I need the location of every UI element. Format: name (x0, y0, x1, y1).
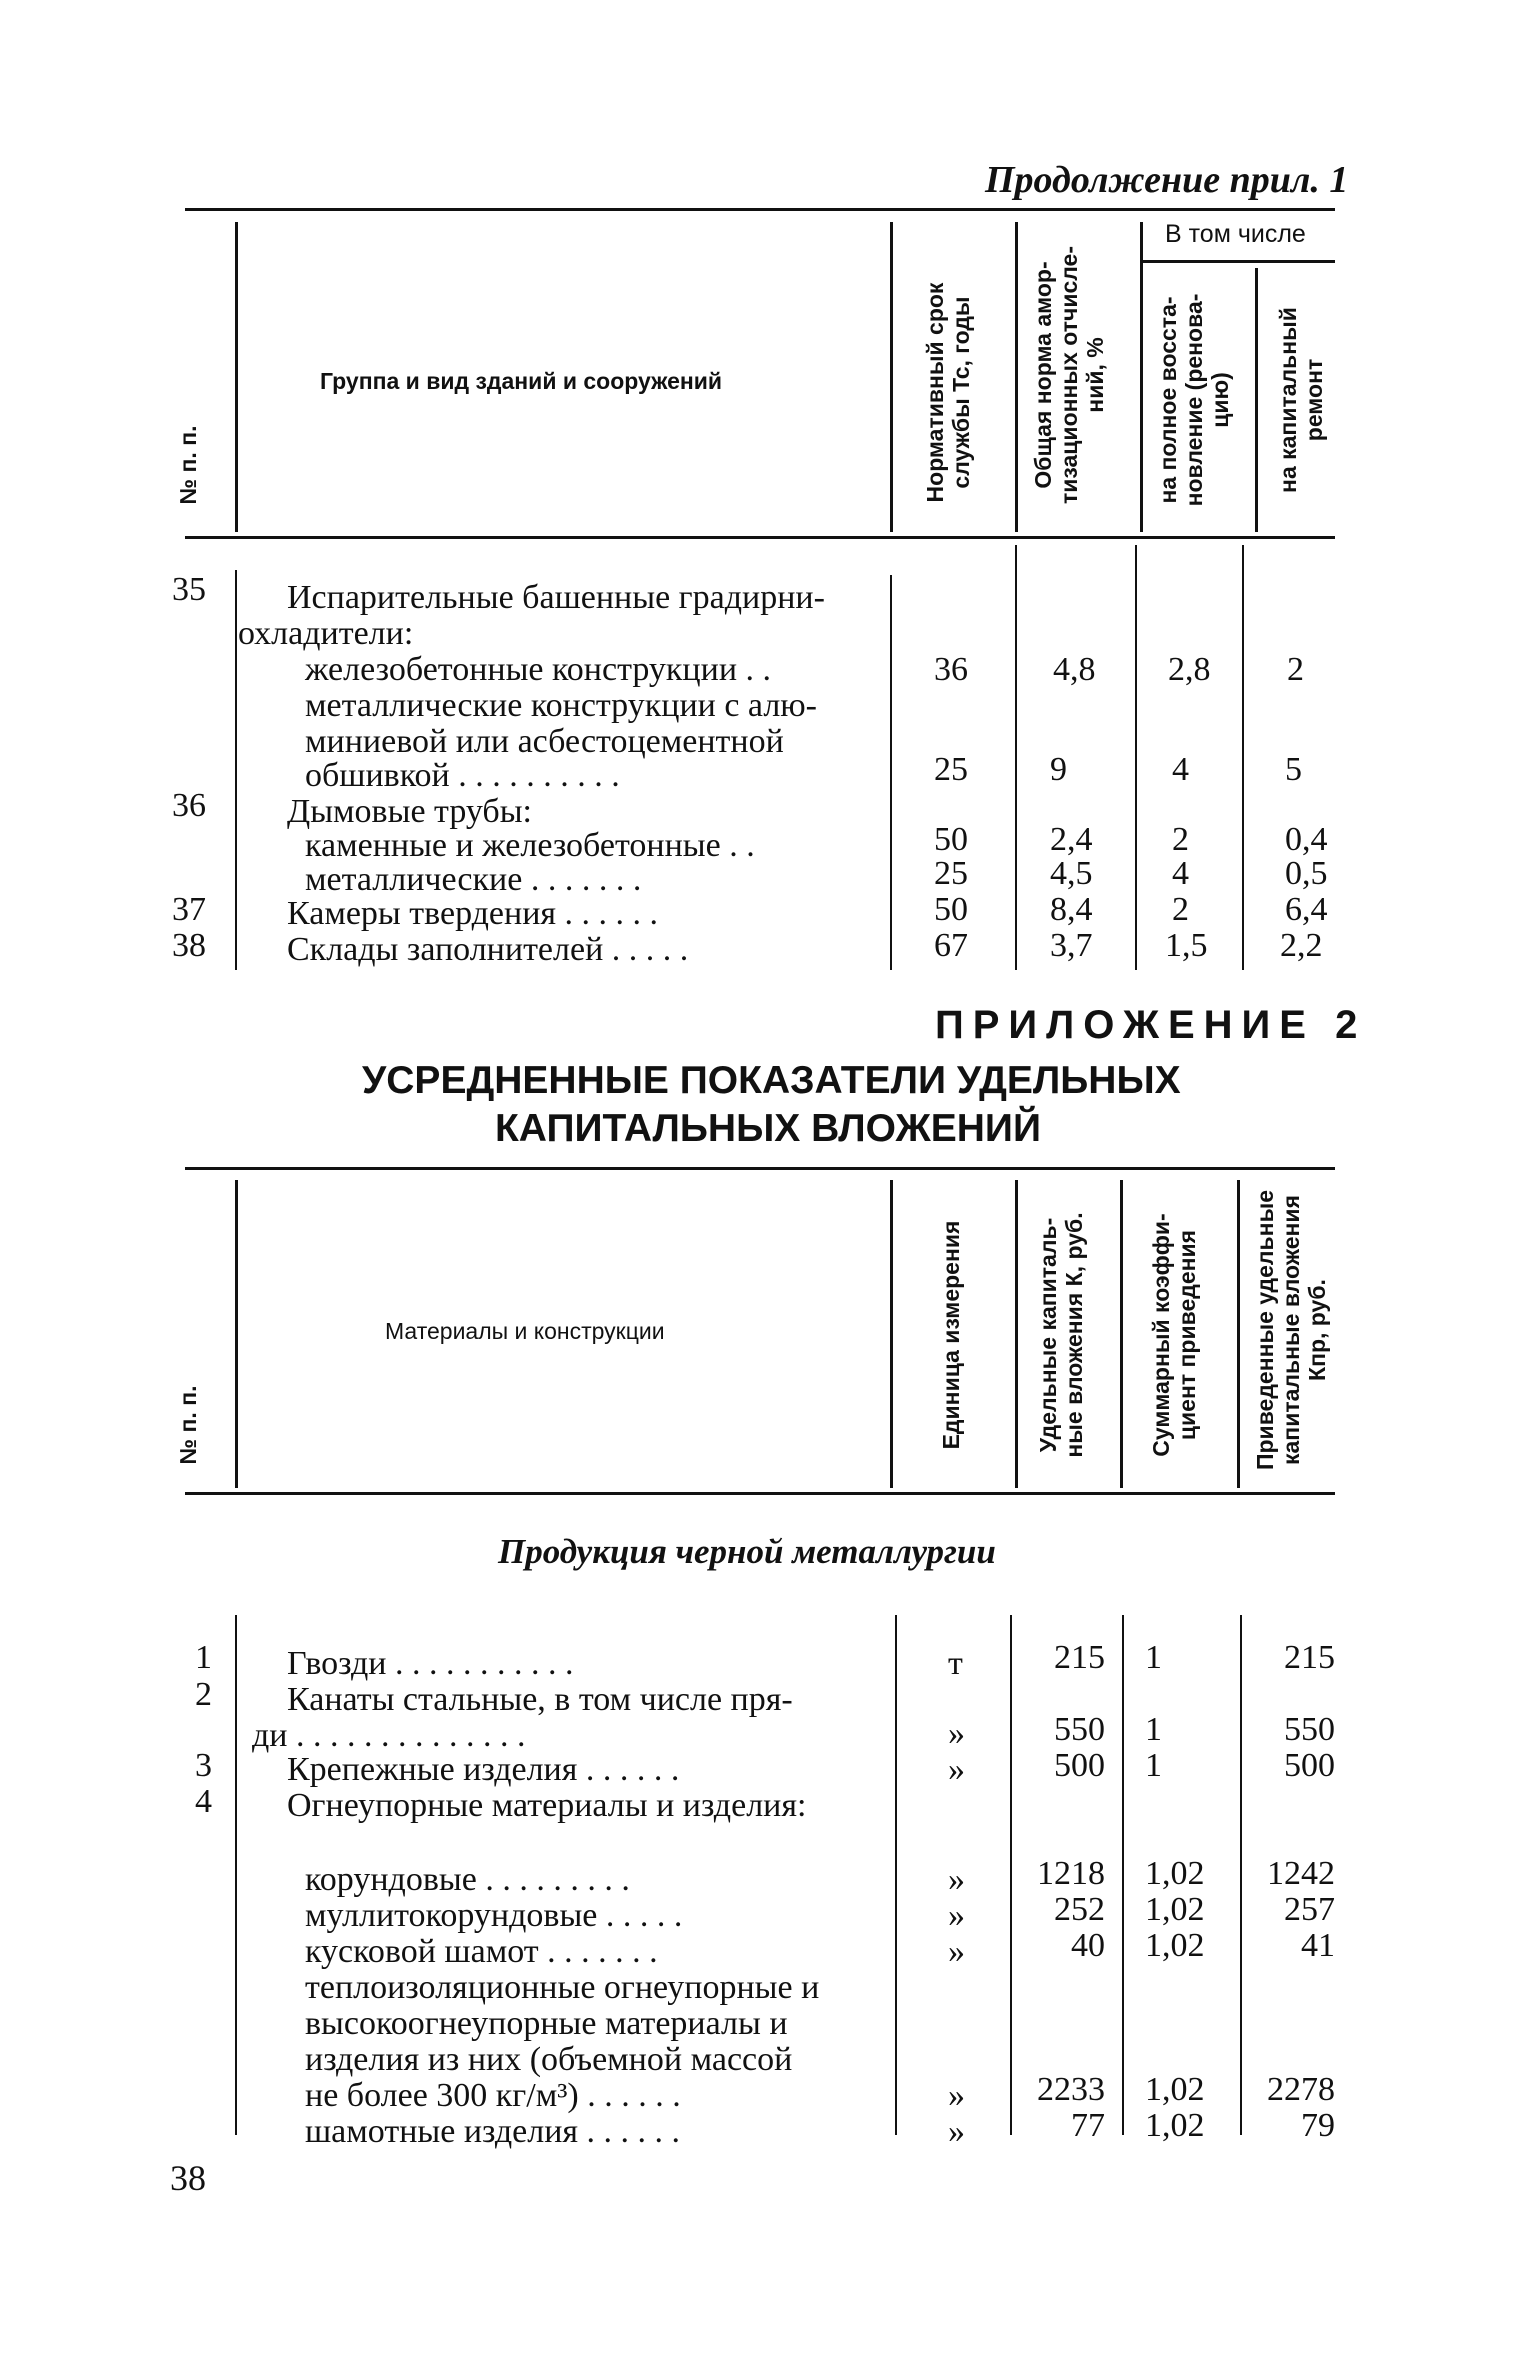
cell-renov: 1,5 (1165, 927, 1208, 964)
row-number: 36 (172, 787, 206, 824)
cell-renov: 4 (1172, 751, 1189, 788)
table1-col-divider (890, 222, 893, 532)
table2-col-divider (1120, 1180, 1123, 1488)
cell-coef: 1 (1145, 1747, 1162, 1784)
row-text: Дымовые трубы: (287, 793, 533, 830)
cell-kpr: 2278 (1267, 2071, 1335, 2108)
appendix-title-line1: УСРЕДНЕННЫЕ ПОКАЗАТЕЛИ УДЕЛЬНЫХ (362, 1059, 1181, 1102)
table1-col-num-header: № п. п. (175, 425, 201, 505)
cell-total: 4,5 (1050, 855, 1093, 892)
table2-body-divider (235, 1615, 237, 2135)
appendix-title-line2: КАПИТАЛЬНЫХ ВЛОЖЕНИЙ (495, 1107, 1041, 1150)
row-text: изделия из них (объемной массой (305, 2041, 793, 2078)
row-number: 35 (172, 571, 206, 608)
cell-repair: 6,4 (1285, 891, 1328, 928)
cell-kpr: 215 (1284, 1639, 1335, 1676)
row-number: 37 (172, 891, 206, 928)
table1-col-term-header: Нормативный срок службы Тс, годы (922, 282, 974, 503)
row-text: кусковой шамот . . . . . . . (305, 1933, 658, 1970)
cell-unit: » (948, 2077, 965, 2114)
cell-term: 36 (934, 651, 968, 688)
table1-header-rule (185, 536, 1335, 539)
table1-body-divider (1015, 545, 1017, 970)
cell-k: 550 (1054, 1711, 1105, 1748)
row-text: охладители: (238, 615, 414, 652)
table2-top-rule (185, 1167, 1335, 1170)
cell-coef: 1 (1145, 1639, 1162, 1676)
table1-body-divider (235, 570, 237, 970)
table2-header-rule (185, 1492, 1335, 1495)
cell-repair: 0,4 (1285, 821, 1328, 858)
section-title: Продукция черной металлургии (498, 1532, 996, 1571)
cell-coef: 1,02 (1145, 1855, 1205, 1892)
cell-k: 40 (1071, 1927, 1105, 1964)
cell-kpr: 500 (1284, 1747, 1335, 1784)
cell-total: 8,4 (1050, 891, 1093, 928)
row-text: Камеры твердения . . . . . . (287, 895, 659, 932)
table1-top-rule (185, 208, 1335, 211)
cell-k: 215 (1054, 1639, 1105, 1676)
cell-repair: 0,5 (1285, 855, 1328, 892)
row-text: металлические . . . . . . . (305, 861, 642, 898)
cell-renov: 2 (1172, 821, 1189, 858)
cell-renov: 4 (1172, 855, 1189, 892)
row-number: 1 (195, 1639, 212, 1676)
row-text: корундовые . . . . . . . . . (305, 1861, 630, 1898)
table2-col-num-header: № п. п. (175, 1385, 201, 1465)
row-text: обшивкой . . . . . . . . . . (305, 757, 620, 794)
appendix-label: ПРИЛОЖЕНИЕ 2 (935, 1003, 1367, 1047)
cell-k: 77 (1071, 2107, 1105, 2144)
cell-kpr: 1242 (1267, 1855, 1335, 1892)
row-text: муллитокорундовые . . . . . (305, 1897, 683, 1934)
cell-term: 25 (934, 855, 968, 892)
cell-kpr: 41 (1301, 1927, 1335, 1964)
row-number: 3 (195, 1747, 212, 1784)
cell-unit: » (948, 1715, 965, 1752)
table1-col-renov-header: на полное восста- новление (ренова- цию) (1155, 293, 1233, 507)
table2-col-specific-header: Удельные капиталь- ные вложения К, руб. (1035, 1212, 1087, 1458)
table2-col-divider (1237, 1180, 1240, 1488)
cell-renov: 2 (1172, 891, 1189, 928)
cell-total: 2,4 (1050, 821, 1093, 858)
cell-total: 3,7 (1050, 927, 1093, 964)
table2-col-reduced-header: Приведенные удельные капитальные вложения Кпр, руб. (1252, 1189, 1330, 1471)
table2-body-divider (1122, 1615, 1124, 2135)
row-text: металлические конструкции с алю- (305, 687, 818, 724)
continuation-label: Продолжение прил. 1 (985, 159, 1349, 201)
table2-col-divider (1015, 1180, 1018, 1488)
cell-unit: т (948, 1645, 963, 1682)
cell-coef: 1,02 (1145, 1891, 1205, 1928)
cell-term: 25 (934, 751, 968, 788)
table1-body-divider (1135, 545, 1137, 970)
table2-body-divider (895, 1615, 897, 2135)
row-text: не более 300 кг/м³) . . . . . . (305, 2077, 681, 2114)
table1-col-group-header: Группа и вид зданий и сооружений (320, 368, 723, 394)
table2-col-divider (890, 1180, 893, 1488)
table2-body-divider (1240, 1615, 1242, 2135)
row-number: 38 (172, 927, 206, 964)
table1-body-divider (890, 575, 892, 970)
cell-repair: 2 (1287, 651, 1304, 688)
table2-col-coef-header: Суммарный коэффи- циент приведения (1148, 1213, 1200, 1457)
cell-coef: 1,02 (1145, 2071, 1205, 2108)
row-text: Огнеупорные материалы и изделия: (287, 1787, 807, 1824)
cell-unit: » (948, 1897, 965, 1934)
page-number: 38 (170, 2158, 206, 2198)
table2-col-divider (235, 1180, 238, 1488)
row-text: каменные и железобетонные . . (305, 827, 755, 864)
table1-col-total-header: Общая норма амор- тизационных отчисле- ний, % (1030, 245, 1108, 505)
table1-col-incl-header: В том числе (1165, 220, 1306, 248)
cell-kpr: 257 (1284, 1891, 1335, 1928)
row-text: ди . . . . . . . . . . . . . . (252, 1717, 526, 1754)
cell-total: 9 (1050, 751, 1067, 788)
table2-col-material-header: Материалы и конструкции (385, 1318, 665, 1344)
cell-unit: » (948, 1933, 965, 1970)
row-text: теплоизоляционные огнеупорные и (305, 1969, 820, 2006)
row-text: железобетонные конструкции . . (305, 651, 772, 688)
cell-unit: » (948, 1861, 965, 1898)
cell-k: 252 (1054, 1891, 1105, 1928)
table1-body-divider (1242, 545, 1244, 970)
row-text: шамотные изделия . . . . . . (305, 2113, 681, 2150)
table1-subheader-rule (1140, 260, 1335, 263)
table1-col-divider (235, 222, 238, 532)
row-text: Склады заполнителей . . . . . (287, 931, 689, 968)
table1-col-divider (1255, 268, 1258, 532)
cell-total: 4,8 (1053, 651, 1096, 688)
row-text: Испарительные башенные градирни- (287, 579, 825, 616)
row-text: миниевой или асбестоцементной (305, 723, 784, 760)
cell-kpr: 550 (1284, 1711, 1335, 1748)
cell-unit: » (948, 1751, 965, 1788)
cell-unit: » (948, 2113, 965, 2150)
cell-k: 2233 (1037, 2071, 1105, 2108)
cell-term: 67 (934, 927, 968, 964)
cell-k: 1218 (1037, 1855, 1105, 1892)
cell-repair: 2,2 (1280, 927, 1323, 964)
cell-renov: 2,8 (1168, 651, 1211, 688)
cell-coef: 1,02 (1145, 2107, 1205, 2144)
row-text: высокоогнеупорные материалы и (305, 2005, 788, 2042)
row-text: Крепежные изделия . . . . . . (287, 1751, 680, 1788)
cell-coef: 1,02 (1145, 1927, 1205, 1964)
cell-kpr: 79 (1301, 2107, 1335, 2144)
table1-col-repair-header: на капитальный ремонт (1275, 307, 1327, 493)
row-text: Канаты стальные, в том числе пря- (287, 1681, 793, 1718)
cell-k: 500 (1054, 1747, 1105, 1784)
cell-term: 50 (934, 821, 968, 858)
row-text: Гвозди . . . . . . . . . . . (287, 1645, 574, 1682)
row-number: 2 (195, 1676, 212, 1713)
table1-col-divider (1015, 222, 1018, 532)
cell-term: 50 (934, 891, 968, 928)
cell-repair: 5 (1285, 751, 1302, 788)
row-number: 4 (195, 1783, 212, 1820)
table1-col-divider (1140, 222, 1143, 532)
cell-coef: 1 (1145, 1711, 1162, 1748)
table2-col-unit-header: Единица измерения (938, 1220, 964, 1450)
